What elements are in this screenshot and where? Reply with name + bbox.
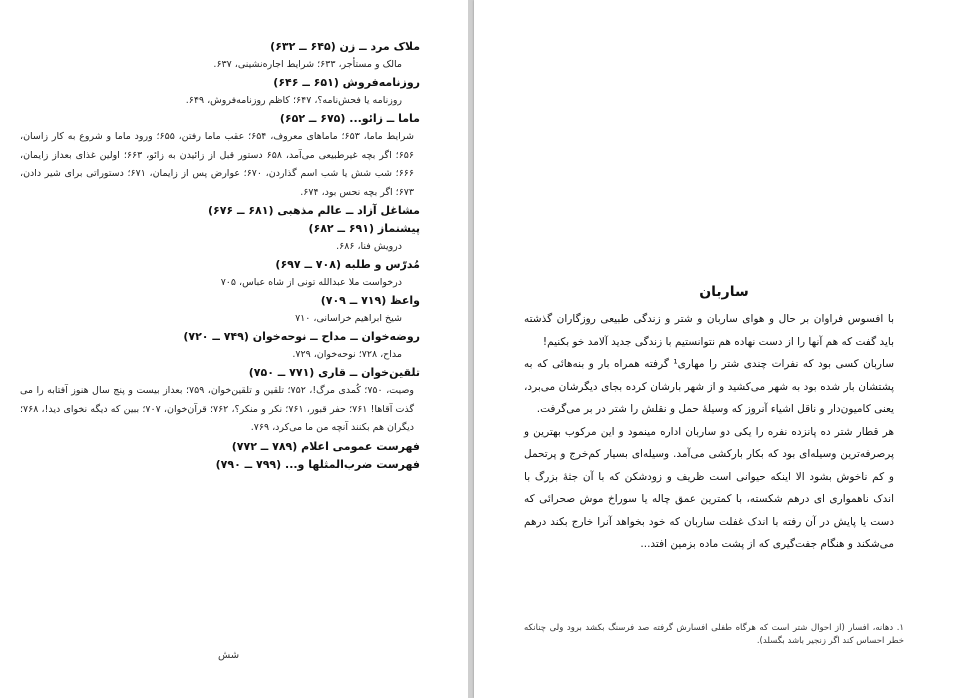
page-number: شش [218, 650, 240, 661]
toc-subentry: مداح، ۷۲۸؛ نوحه‌خوان، ۷۲۹. [292, 349, 402, 360]
body-paragraph: با افسوس فراوان بر حال و هوای ساربان و شتر و زندگی طبیعی روزگاران گذشته باید گفت که هم آنها را از دست نهاده هم نتوانستیم با زندگی جدید آلامد خو بکنیم! [524, 313, 894, 348]
body-paragraph: هر قطار شتر ده پانزده نفره را یکی دو ساربان اداره مینمود و این مرکوب بهترین و پرصرفه‌ترین وسیله‌ای بود که بکار بارکشی می‌آمد. وسیله‌ای بسیار کم‌خرج و پرتحمل و کم ناخوش بشود الا اینکه حیوانی است ظریف و زودشکن که با آن جثهٔ بزرگ با اندک ناهمواری ای درهم شکسته، با کمترین عمق چاله یا سوراخ موش صحرائی که دست یا پایش در آن رفته با اندک غفلت ساربان که خود بخواهد آنرا خارج بکند درهم می‌شکند و هنگام جفت‌گیری که از پشت ماده بزمین افتد... [524, 425, 894, 550]
toc-subentry-paragraph: شرایط ماما، ۶۵۳؛ ماماهای معروف، ۶۵۴؛ عقب ماما رفتن، ۶۵۵؛ ورود ماما و شروع به کار زاسان، ۶۵۶؛ اگر بچه غیرطبیعی می‌آمد، ۶۵۸ دستور قبل از زائیدن به زائو، ۶۶۳؛ اولین غذای بعداز زایمان، ۶۶۶؛ شب شش یا شب اسم گذاردن، ۶۷۰؛ عوارض پس از زایمان، ۶۷۱؛ دستوراتی برای شیر دادن، ۶۷۳؛ اگر بچه نحس بود، ۶۷۴. [20, 131, 415, 198]
toc-heading: مُدرّس و طلبه (۷۰۸ ــ ۶۹۷) [275, 258, 420, 271]
toc-subentry: مالک و مستأجر، ۶۳۳؛ شرایط اجاره‌نشینی، ۶۳۷. [213, 59, 402, 70]
toc-subentry: روزنامه یا فحش‌نامه؟، ۶۴۷؛ کاظم روزنامه‌فروش، ۶۴۹. [185, 95, 402, 106]
table-of-contents [20, 38, 420, 474]
toc-heading: پیشنماز (۶۹۱ ــ ۶۸۲) [308, 222, 420, 235]
right-page [474, 0, 969, 698]
toc-subentry: شیخ ابراهیم خراسانی، ۷۱۰ [295, 313, 402, 324]
toc-heading: ملاک مرد ــ زن (۶۴۵ ــ ۶۳۲) [270, 40, 420, 53]
toc-subentry: درویش فنا، ۶۸۶. [336, 241, 402, 252]
chapter-title: ساربان [699, 284, 749, 300]
left-page [0, 0, 468, 698]
toc-heading: روزنامه‌فروش (۶۵۱ ــ ۶۴۶) [273, 76, 420, 89]
toc-heading: فهرست عمومی اعلام (۷۸۹ ــ ۷۷۲) [231, 439, 420, 453]
toc-heading: فهرست ضرب‌المثلها و... (۷۹۹ ــ ۷۹۰) [215, 457, 420, 471]
toc-heading: مشاغل آزاد ــ عالم مذهبی (۶۸۱ ــ ۶۷۶) [207, 204, 420, 217]
toc-heading: واعظ (۷۱۹ ــ ۷۰۹) [320, 294, 420, 307]
toc-heading: روضه‌خوان ــ مداح ــ نوحه‌خوان (۷۴۹ ــ ۷۲۰) [183, 330, 420, 343]
toc-heading: تلقین‌خوان ــ قاری (۷۷۱ ــ ۷۵۰) [248, 366, 420, 379]
footnote: ۱. دهانه، افسار (از احوال شتر است که هرگاه طفلی افسارش گرفته صد فرسنگ بکشد برود ولی چنانکه خطر احساس کند اگر زنجیر باشد بگسلد). [524, 623, 904, 646]
chapter-body [524, 284, 894, 556]
toc-heading: ماما ــ زائو... (۶۷۵ ــ ۶۵۲) [279, 112, 420, 125]
toc-subentry: درخواست ملا عبدالله تونی از شاه عباس، ۷۰۵ [220, 277, 402, 288]
toc-subentry-paragraph: وصیت، ۷۵۰؛ کُمدی مرگ!، ۷۵۲؛ تلقین و تلقین‌خوان، ۷۵۹؛ بعداز بیست و پنج سال هنوز آفتابه را می گذت آقاها! ۷۶۱؛ حفر قبور، ۷۶۱؛ نکر و منکر؟، ۷۶۲؛ قرآن‌خوان، ۷۰۷؛ ببین که دیگه نخوای دید!، ۷۶۸؛ دیگران هم بکنند آنچه من ما می‌کرد، ۷۶۹. [20, 385, 415, 433]
body-paragraph: ساربان کسی بود که نفرات چندی شتر را مهاری¹ گرفته همراه بار و بنه‌هائی که به پشتشان بار شده بود به شهر می‌کشید و از شهر بارشان کرده بجای دیگرشان می‌برد، یعنی کامیون‌دار و ناقل اشیاء آنروز که وسیلهٔ حمل و نقلش را شتر در بر می‌گرفت. [524, 358, 894, 415]
